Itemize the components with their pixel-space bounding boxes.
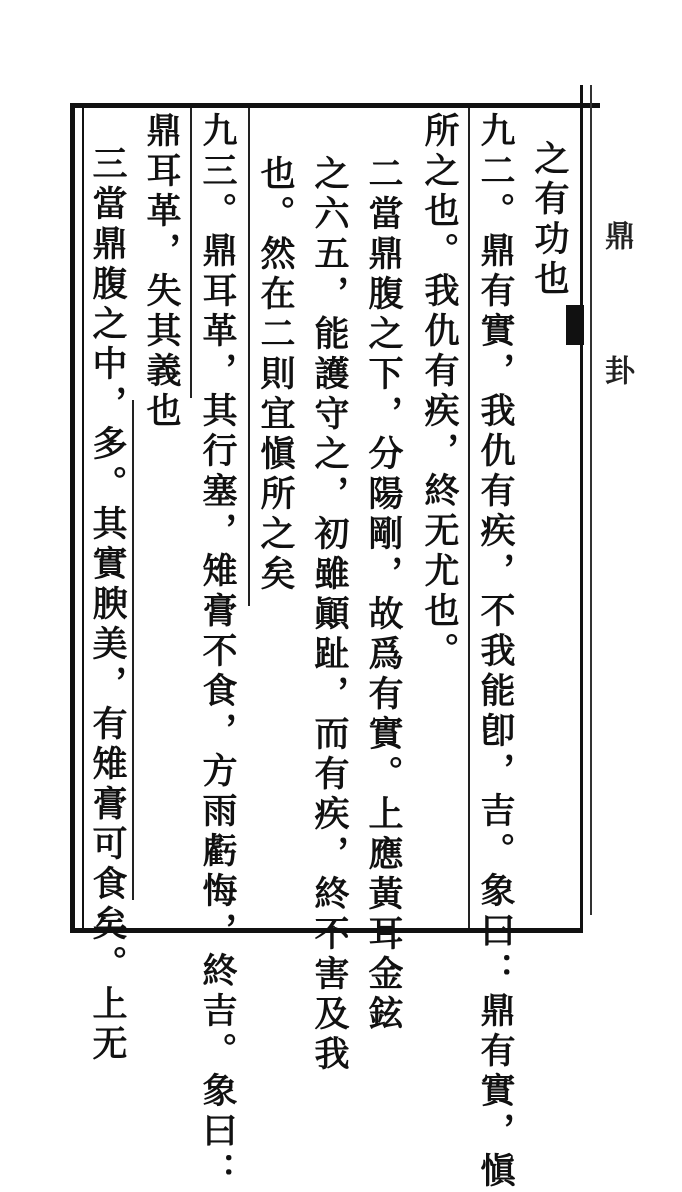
column-divider (248, 108, 250, 606)
column-divider (468, 108, 470, 928)
frame-left-border (70, 103, 75, 933)
text-column-9: 三當鼎腹之中，多。其實腴美，有雉膏可食矣。上无 (87, 145, 128, 1065)
column-divider (132, 400, 134, 900)
ink-blot (566, 305, 584, 345)
text-column-7: 九三。鼎耳革，其行塞，雉膏不食，方雨虧悔，終吉。象曰： (197, 112, 238, 1192)
text-column-1: 之有功也 (529, 140, 570, 300)
column-divider (190, 108, 192, 398)
page-edge (590, 85, 592, 915)
margin-fragment: 卦 (599, 355, 634, 385)
frame-left-inner-border (82, 108, 84, 933)
text-column-2: 九二。鼎有實，我仇有疾，不我能卽，吉。象曰：鼎有實，愼 (475, 112, 516, 1192)
text-column-5: 之六五，能護守之，初雖顚趾，而有疾，終不害及我 (309, 155, 350, 1075)
text-column-3: 所之也。我仇有疾，終无尤也。 (419, 112, 460, 672)
text-column-4: 二當鼎腹之下，分陽剛，故爲有實。上應黃耳金鉉 (363, 155, 404, 1035)
text-column-6: 也。然在二則宜愼所之矣 (255, 155, 296, 595)
text-column-8: 鼎耳革，失其義也 (141, 112, 182, 432)
margin-fragment: 鼎 (599, 220, 634, 250)
frame-top-border (70, 103, 600, 108)
frame-right-border (580, 85, 583, 933)
